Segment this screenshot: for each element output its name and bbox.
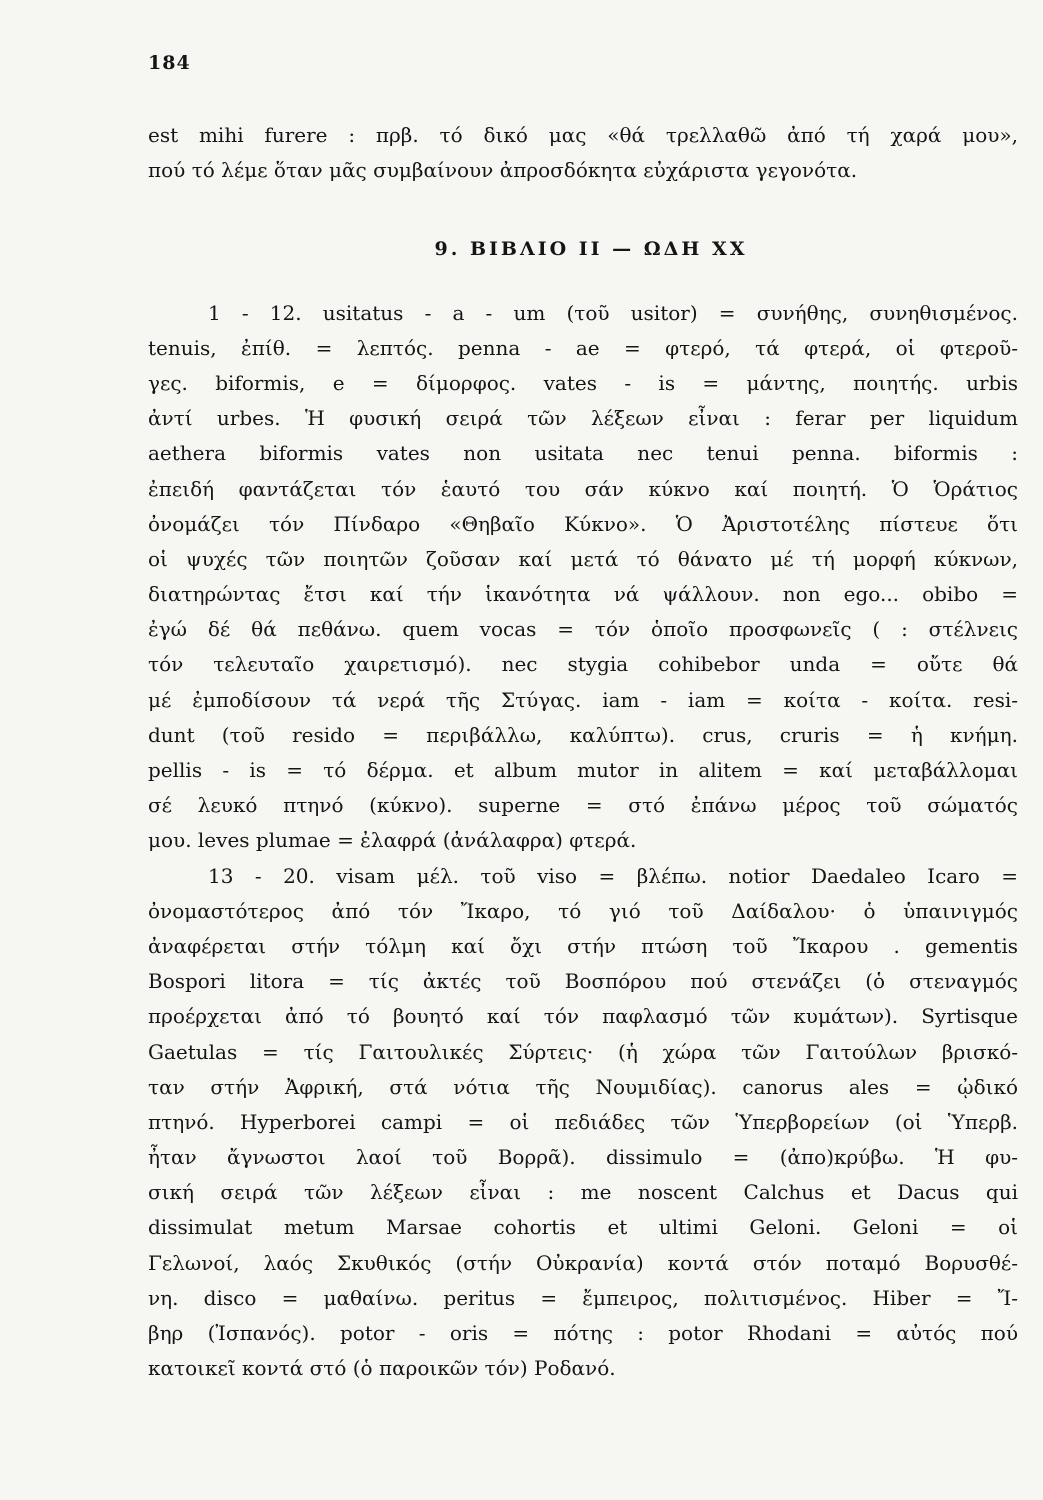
- paragraph-lines-13-20: [148, 859, 1018, 1387]
- text-line: πτηνό. Hyperborei campi = οἱ πεδιάδες τῶν Ὑπερβορείων (οἱ Ὑπερβ.: [148, 1109, 1018, 1134]
- text-line: Gaetulas = τίς Γαιτουλικές Σύρτεις· (ἡ χώρα τῶν Γαιτούλων βρισκό-: [148, 1039, 1018, 1064]
- text-line: ἐπειδή φαντάζεται τόν ἑαυτό του σάν κύκνο καί ποιητή. Ὁ Ὁράτιος: [148, 476, 1018, 501]
- text-line: Bospori litora = τίς ἀκτές τοῦ Βοσπόρου πού στενάζει (ὁ στεναγμός: [148, 969, 1018, 994]
- paragraph-lines-1-12: [148, 296, 1018, 859]
- commentary-text: [148, 118, 1018, 1386]
- text-line: προέρχεται ἀπό τό βουητό καί τόν παφλασμό τῶν κυμάτων). Syrtisque: [148, 1004, 1018, 1029]
- text-line: 13 - 20. visam μέλ. τοῦ viso = βλέπω. notior Daedaleo Icaro =: [208, 863, 1018, 888]
- text-line: ὀνομάζει τόν Πίνδαρο «Θηβαῖο Κύκνο». Ὁ Ἀριστοτέλης πίστευε ὅτι: [148, 511, 1018, 536]
- text-line: σική σειρά τῶν λέξεων εἶναι : me noscent Calchus et Dacus qui: [148, 1180, 1018, 1205]
- text-line: tenuis, ἐπίθ. = λεπτός. penna - ae = φτερό, τά φτερά, οἱ φτεροῦ-: [148, 335, 1018, 360]
- section-heading: 9. ΒΙΒΛΙΟ ΙΙ — ΩΔΗ ΧΧ: [434, 238, 748, 261]
- intro-paragraph: [148, 118, 1018, 188]
- text-line: πού τό λέμε ὅταν μᾶς συμβαίνουν ἀπροσδόκητα εὐχάριστα γεγονότα.: [148, 158, 858, 183]
- text-line: οἱ ψυχές τῶν ποιητῶν ζοῦσαν καί μετά τό θάνατο μέ τή μορφή κύκνων,: [148, 546, 1018, 571]
- text-line: pellis - is = τό δέρμα. et album mutor in alitem = καί μεταβάλλομαι: [148, 758, 1018, 782]
- text-line: μέ ἐμποδίσουν τά νερά τῆς Στύγας. iam - iam = κοίτα - κοίτα. resi-: [148, 687, 1018, 712]
- text-line: aethera biformis vates non usitata nec tenui penna. biformis :: [148, 441, 1018, 466]
- text-line: ἀντί urbes. Ἡ φυσική σειρά τῶν λέξεων εἶναι : ferar per liquidum: [148, 406, 1018, 431]
- text-line: Γελωνοί, λαός Σκυθικός (στήν Οὐκρανία) κοντά στόν ποταμό Βορυσθέ-: [148, 1250, 1018, 1275]
- text-line: διατηρώντας ἔτσι καί τήν ἱκανότητα νά ψάλλουν. non ego... obibo =: [148, 582, 1018, 607]
- text-line: σέ λευκό πτηνό (κύκνο). superne = στό ἐπάνω μέρος τοῦ σώματός: [148, 793, 1018, 818]
- text-line: 1 - 12. usitatus - a - um (τοῦ usitor) = συνήθης, συνηθισμένος.: [208, 300, 1018, 325]
- text-line: ταν στήν Ἀφρική, στά νότια τῆς Νουμιδίας). canorus ales = ᾠδικό: [148, 1074, 1018, 1099]
- text-line: ἦταν ἄγνωστοι λαοί τοῦ Βορρᾶ). dissimulo = (ἀπο)κρύβω. Ἡ φυ-: [148, 1145, 1018, 1170]
- text-line: dissimulat metum Marsae cohortis et ultimi Geloni. Geloni = οἱ: [148, 1215, 1018, 1240]
- text-line: ἐγώ δέ θά πεθάνω. quem vocas = τόν ὁποῖο προσφωνεῖς ( : στέλνεις: [148, 617, 1018, 642]
- text-line: ὀνομαστότερος ἀπό τόν Ἴκαρο, τό γιό τοῦ Δαίδαλου· ὁ ὑπαινιγμός: [148, 898, 1018, 923]
- text-line: dunt (τοῦ resido = περιβάλλω, καλύπτω). crus, cruris = ἡ κνήμη.: [148, 722, 1018, 747]
- text-line: γες. biformis, e = δίμορφος. vates - is = μάντης, ποιητής. urbis: [148, 370, 1018, 395]
- text-line: νη. disco = μαθαίνω. peritus = ἔμπειρος, πολιτισμένος. Hiber = Ἴ-: [148, 1285, 1018, 1310]
- text-line: τόν τελευταῖο χαιρετισμό). nec stygia cohibebor unda = οὔτε θά: [148, 652, 1018, 677]
- text-line: βηρ (Ἰσπανός). potor - oris = πότης : potor Rhodani = αὐτός πού: [148, 1321, 1018, 1345]
- page-number: 184: [148, 52, 191, 74]
- text-line: κατοικεῖ κοντά στό (ὁ παροικῶν τόν) Ροδανό.: [148, 1356, 616, 1381]
- text-line: est mihi furere : πρβ. τό δικό μας «θά τρελλαθῶ ἀπό τή χαρά μου»,: [148, 123, 1018, 147]
- text-line: ἀναφέρεται στήν τόλμη καί ὄχι στήν πτώση τοῦ Ἴκαρου . gementis: [148, 933, 1018, 958]
- text-line: μου. leves plumae = ἐλαφρά (ἀνάλαφρα) φτερά.: [148, 828, 637, 853]
